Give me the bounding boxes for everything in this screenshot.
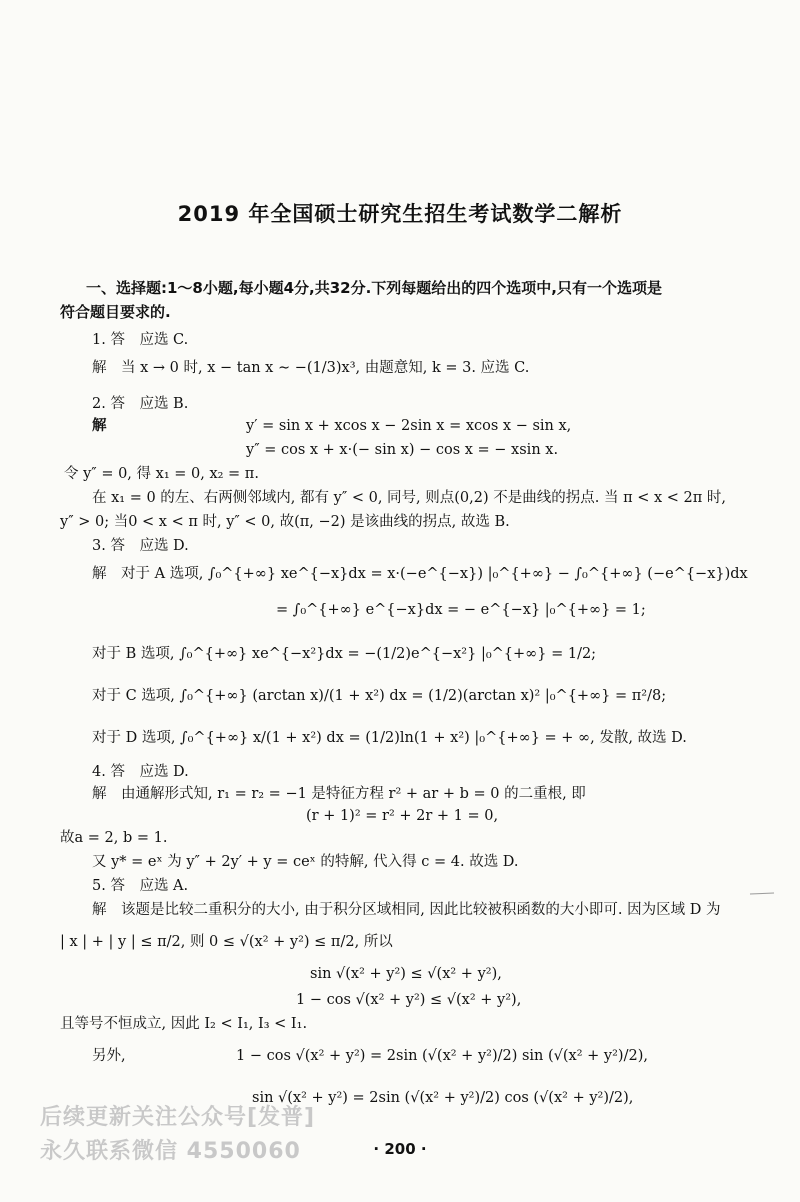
- section-header: 一、选择题:1～8小题,每小题4分,共32分.下列每题给出的四个选项中,只有一个选项是: [86, 279, 662, 297]
- text-4a: 故a = 2, b = 1.: [60, 830, 168, 846]
- solution-3e: 对于 D 选项, ∫₀^{+∞} x/(1 + x²) dx = (1/2)ln(1 + x²) |₀^{+∞} = + ∞, 发散, 故选 D.: [92, 730, 687, 746]
- equation-5a: 1 − cos √(x² + y²) = 2sin (√(x² + y²)/2) sin (√(x² + y²)/2),: [236, 1048, 648, 1064]
- solution-1: 解 当 x → 0 时, x − tan x ∼ −(1/3)x³, 由题意知, k = 3. 应选 C.: [92, 360, 530, 376]
- answer-5: 5. 答 应选 A.: [92, 878, 189, 894]
- watermark-line2: 永久联系微信 4550060: [40, 1139, 301, 1164]
- section-header-cont: 符合题目要求的.: [60, 303, 171, 321]
- answer-4: 4. 答 应选 D.: [92, 764, 189, 780]
- page-title: 2019 年全国硕士研究生招生考试数学二解析: [177, 202, 623, 226]
- inequality-5b: 1 − cos √(x² + y²) ≤ √(x² + y²),: [296, 992, 522, 1008]
- answer-1: 1. 答 应选 C.: [92, 332, 189, 348]
- page-number: · 200 ·: [373, 1140, 427, 1158]
- scan-speck: [748, 882, 778, 888]
- text-5b: 另外,: [92, 1048, 126, 1064]
- equation-5b: sin √(x² + y²) = 2sin (√(x² + y²)/2) cos (√(x² + y²)/2),: [252, 1090, 634, 1106]
- answer-3: 3. 答 应选 D.: [92, 538, 189, 554]
- solution-3b: = ∫₀^{+∞} e^{−x}dx = − e^{−x} |₀^{+∞} = 1;: [276, 602, 646, 618]
- text-2a: 令 y″ = 0, 得 x₁ = 0, x₂ = π.: [64, 466, 259, 482]
- text-4b: 又 y* = eˣ 为 y″ + 2y′ + y = ceˣ 的特解, 代入得 c = 4. 故选 D.: [92, 854, 519, 870]
- text-5a: 且等号不恒成立, 因此 I₂ < I₁, I₃ < I₁.: [60, 1016, 308, 1032]
- equation-2b: y″ = cos x + x·(− sin x) − cos x = − xsin x.: [246, 442, 559, 458]
- solution-4a: 解 由通解形式知, r₁ = r₂ = −1 是特征方程 r² + ar + b = 0 的二重根, 即: [92, 786, 586, 802]
- equation-2a: y′ = sin x + xcos x − 2sin x = xcos x − sin x,: [246, 418, 572, 434]
- scan-speck-graphic: [748, 891, 778, 897]
- equation-4: (r + 1)² = r² + 2r + 1 = 0,: [306, 808, 499, 824]
- solution-3c: 对于 B 选项, ∫₀^{+∞} xe^{−x²}dx = −(1/2)e^{−x²} |₀^{+∞} = 1/2;: [92, 646, 597, 662]
- solution-5a: 解 该题是比较二重积分的大小, 由于积分区域相同, 因此比较被积函数的大小即可. 因为区域 D 为: [92, 902, 721, 918]
- solution-3d: 对于 C 选项, ∫₀^{+∞} (arctan x)/(1 + x²) dx = (1/2)(arctan x)² |₀^{+∞} = π²/8;: [92, 688, 667, 704]
- solution-3a: 解 对于 A 选项, ∫₀^{+∞} xe^{−x}dx = x·(−e^{−x}) |₀^{+∞} − ∫₀^{+∞} (−e^{−x})dx: [92, 566, 748, 582]
- solution-label-2: 解: [92, 418, 107, 434]
- watermark-line1: 后续更新关注公众号[发普]: [40, 1105, 316, 1130]
- text-2b: 在 x₁ = 0 的左、右两侧邻域内, 都有 y″ < 0, 同号, 则点(0,2) 不是曲线的拐点. 当 π < x < 2π 时,: [92, 490, 726, 506]
- answer-2: 2. 答 应选 B.: [92, 396, 189, 412]
- solution-5b: | x | + | y | ≤ π/2, 则 0 ≤ √(x² + y²) ≤ π/2, 所以: [60, 934, 393, 950]
- inequality-5a: sin √(x² + y²) ≤ √(x² + y²),: [310, 966, 502, 982]
- text-2c: y″ > 0; 当0 < x < π 时, y″ < 0, 故(π, −2) 是该曲线的拐点, 故选 B.: [60, 514, 510, 530]
